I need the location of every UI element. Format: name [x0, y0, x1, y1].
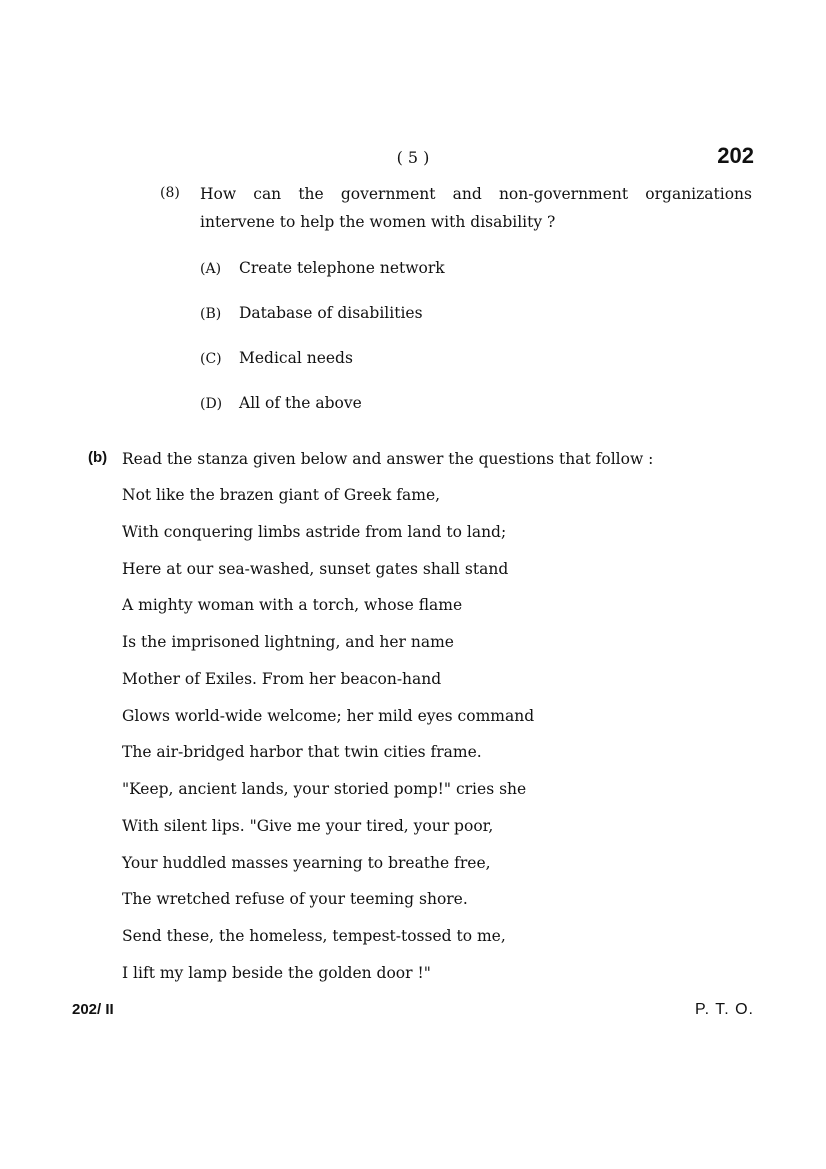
- stanza-line: "Keep, ancient lands, your storied pomp!" cries she: [122, 780, 527, 798]
- option-c: [200, 346, 353, 370]
- option-a: [200, 256, 445, 280]
- stanza-line: Mother of Exiles. From her beacon-hand: [122, 669, 442, 688]
- part-label: (b): [88, 449, 108, 466]
- stanza-line: I lift my lamp beside the golden door !": [122, 963, 431, 982]
- stanza-line: Your huddled masses yearning to breathe free,: [122, 853, 491, 872]
- option-label: (B): [200, 306, 222, 322]
- pto-label: P. T. O.: [695, 1001, 754, 1018]
- stanza-line: With conquering limbs astride from land to land;: [122, 522, 507, 541]
- option-d: [200, 391, 362, 415]
- part-instruction: Read the stanza given below and answer the questions that follow :: [122, 450, 654, 468]
- stanza: [122, 483, 534, 998]
- stanza-line: Glows world-wide welcome; her mild eyes command: [122, 706, 535, 725]
- page-number: ( 5 ): [396, 148, 430, 167]
- stanza-line: Send these, the homeless, tempest-tossed to me,: [122, 927, 506, 945]
- option-text: All of the above: [239, 394, 362, 412]
- paper-code: 202: [717, 143, 754, 168]
- option-b: [200, 301, 423, 325]
- question-number: (8): [160, 185, 180, 201]
- stanza-line: The air-bridged harbor that twin cities frame.: [122, 743, 482, 762]
- footer-code: 202/ II: [72, 1001, 114, 1018]
- stanza-line: The wretched refuse of your teeming shore.: [122, 890, 468, 909]
- stanza-line: A mighty woman with a torch, whose flame: [122, 596, 463, 615]
- option-text: Medical needs: [239, 349, 353, 367]
- stanza-line: Is the imprisoned lightning, and her name: [122, 633, 454, 651]
- option-label: (A): [200, 261, 222, 277]
- option-text: Database of disabilities: [239, 304, 423, 322]
- stanza-line: With silent lips. "Give me your tired, your poor,: [122, 816, 494, 835]
- stanza-line: Not like the brazen giant of Greek fame,: [122, 486, 441, 504]
- question-text: How can the government and non-government organizations intervene to help the women with disability ?: [200, 185, 752, 231]
- option-label: (D): [200, 396, 223, 412]
- option-text: Create telephone network: [239, 259, 445, 277]
- option-label: (C): [200, 351, 222, 367]
- stanza-line: Here at our sea-washed, sunset gates shall stand: [122, 559, 509, 578]
